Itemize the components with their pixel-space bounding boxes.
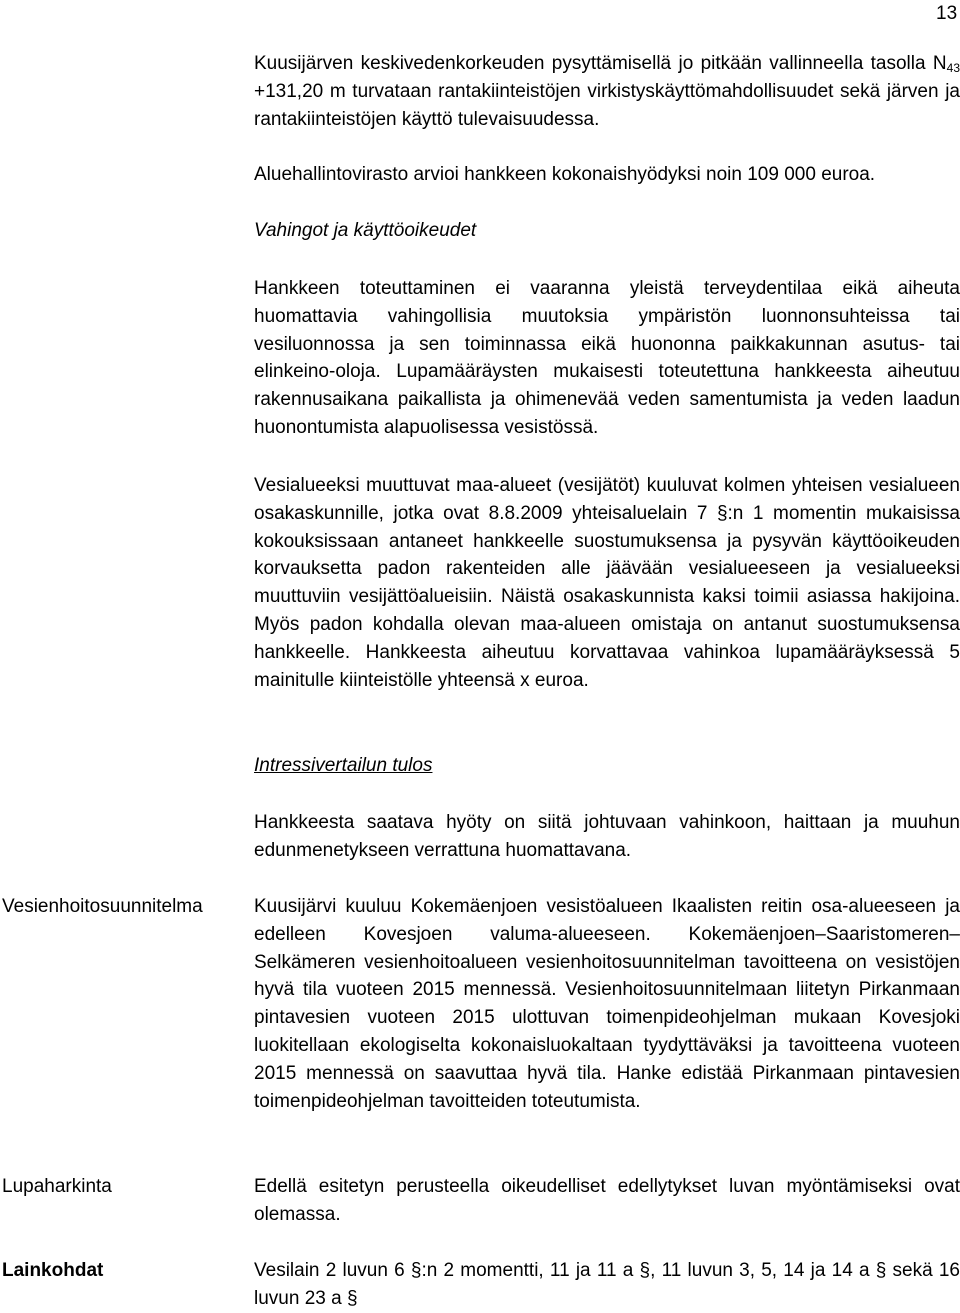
paragraph-text: Aluehallintovirasto arvioi hankkeen kokonaishyödyksi noin 109 000 euroa. (254, 164, 876, 185)
paragraph-text (254, 50, 960, 133)
subscript-43: 43 (946, 61, 960, 75)
heading-text: Vahingot ja käyttöoikeudet (254, 220, 477, 241)
section-heading-interest-comparison (254, 752, 960, 780)
paragraph-no-harm (254, 275, 960, 442)
paragraph-benefit-result (254, 809, 960, 865)
paragraph-text: Kuusijärvi kuuluu Kokemäenjoen vesistöalueen Ikaalisten reitin osa-alueeseen ja edelleen Kovesjoen valuma-alueeseen. Kokemäenjoen–Saaristomeren–Selkämeren vesienhoitoalueen vesienhoitosuunnitelman tavoitteena on vesistöjen hyvä tila vuoteen 2015 mennessä. Vesienhoitosuunnitelmaan liitetyn Pirkanmaan pintavesien vuoteen 2015 ulottuvan toimenpideohjelman mukaan Kovesjoki luokitellaan ekologiselta kokonaisluokaltaan tyydyttäväksi ja tavoitteena vuoteen 2015 mennessä on saavuttaa hyvä tila. Hanke edistää Pirkanmaan pintavesien toimenpideohjelman tavoitteiden toteutumista. (254, 896, 960, 1112)
paragraph-water-level (254, 50, 960, 133)
paragraph-text: Hankkeen toteuttaminen ei vaaranna yleistä terveydentilaa eikä aiheuta huomattavia vahingollisia muutoksia ympäristön luonnonsuhteissa tai vesiluonnossa ja sen toiminnassa eikä huononna paikkakunnan asutus- tai elinkeino-oloja. Lupamääräysten mukaisesti toteutettuna hankkeesta aiheutuu rakennusaikana paikallista ja ohimenevää veden samentumista ja veden laadun huonontumista alapuolisessa vesistössä. (254, 278, 960, 438)
paragraph-text: Hankkeesta saatava hyöty on siitä johtuvaan vahinkoon, haittaan ja muuhun edunmenetykseen verrattuna huomattavana. (254, 812, 960, 861)
side-label-lainkohdat: Lainkohdat (2, 1260, 104, 1281)
paragraph-text: Edellä esitetyn perusteella oikeudelliset edellytykset luvan myöntämiseksi ovat olemassa. (254, 1176, 960, 1225)
paragraph-text: Vesialueeksi muuttuvat maa-alueet (vesijätöt) kuuluvat kolmen yhteisen vesialueen osakaskunnille, jotka ovat 8.8.2009 yhteisaluelain 7 §:n 1 momentin mukaisissa kokouksissaan antaneet hankkeelle suostumuksensa ja pysyvän käyttöoikeuden korvauksetta padon rakenteiden alle jäävään vesialueeseen ja vesialueeksi muuttuviin vesijättöalueisiin. Näistä osakaskunnista kaksi toimii asiassa hakijoina. Myös padon kohdalla olevan maa-alueen omistaja on antanut suostumuksensa hankkeelle. Hankkeesta aiheutuu korvattavaa vahinkoa lupamääräyksessä 5 mainitulle kiinteistölle yhteensä x euroa. (254, 475, 960, 691)
section-heading-damages (254, 217, 960, 245)
side-label-lupaharkinta: Lupaharkinta (2, 1176, 112, 1197)
heading-text: Intressivertailun tulos (254, 755, 433, 776)
paragraph-water-areas (254, 472, 960, 694)
paragraph-text-start: Kuusijärven keskivedenkorkeuden pysyttämisellä jo pitkään vallinneella tasolla N (254, 53, 947, 74)
section-text-vesienhoitosuunnitelma (254, 893, 960, 1115)
page-number: 13 (936, 3, 958, 24)
section-text-lupaharkinta (254, 1173, 960, 1229)
paragraph-text-end: +131,20 m turvataan rantakiinteistöjen virkistyskäyttömahdollisuudet sekä järven ja rantakiinteistöjen käyttö tulevaisuudessa. (254, 80, 960, 130)
paragraph-total-benefit (254, 161, 960, 189)
section-text-lainkohdat (254, 1257, 960, 1313)
paragraph-text: Vesilain 2 luvun 6 §:n 2 momentti, 11 ja 11 a §, 11 luvun 3, 5, 14 ja 14 a § sekä 16 luvun 23 a § (254, 1260, 960, 1309)
side-label-vesienhoitosuunnitelma: Vesienhoitosuunnitelma (2, 896, 203, 917)
